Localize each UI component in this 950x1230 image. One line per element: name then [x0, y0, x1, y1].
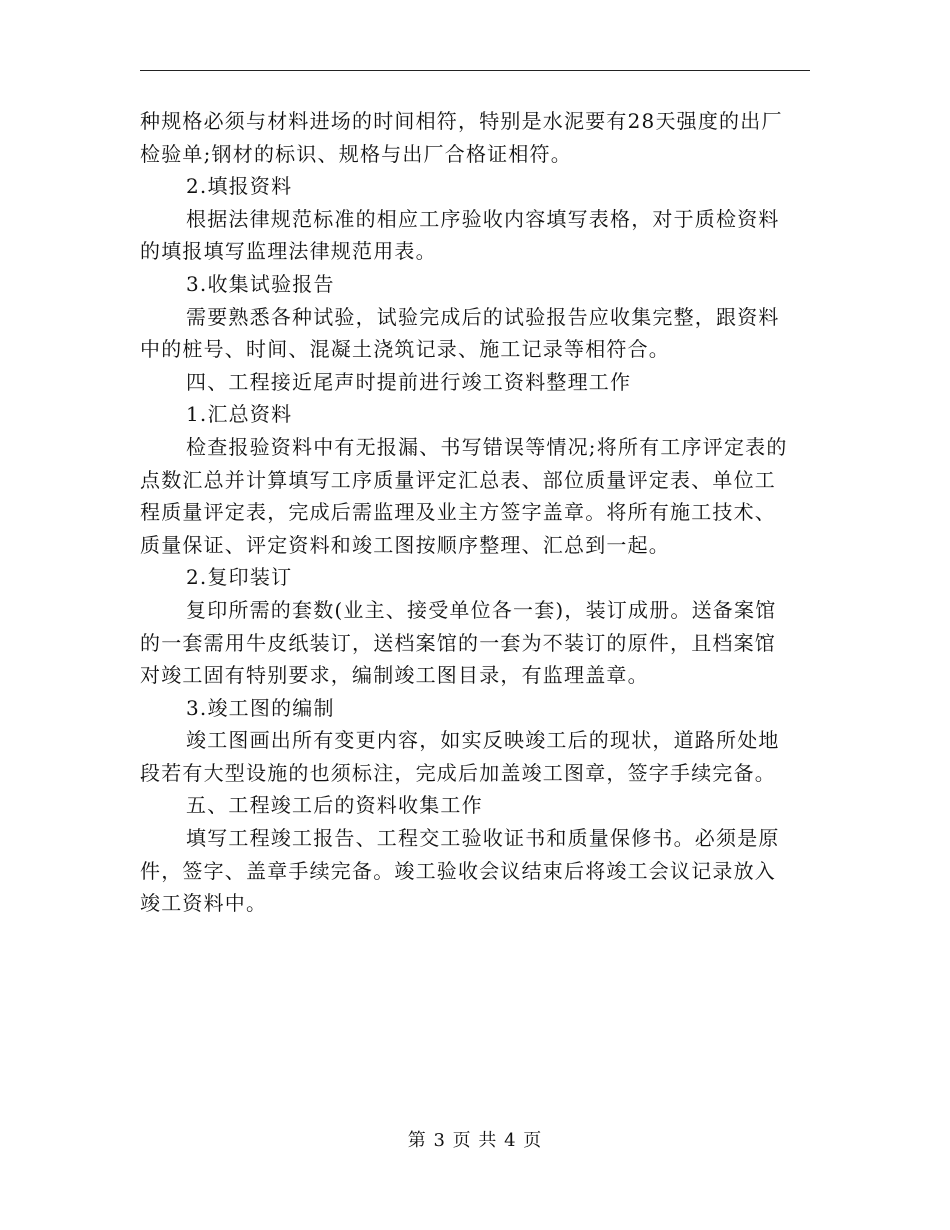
text-line: 种规格必须与材料进场的时间相符，特别是水泥要有28天强度的出厂: [140, 109, 783, 133]
text-line: 段若有大型设施的也须标注，完成后加盖竣工图章，签字手续完备。: [140, 760, 776, 785]
section-heading: 3.收集试验报告: [186, 271, 335, 296]
text-line: 复印所需的套数(业主、接受单位各一套)，装订成册。送备案馆: [186, 597, 777, 622]
header-rule: [140, 70, 810, 71]
text-line: 的一套需用牛皮纸装订，送档案馆的一套为不装订的原件，且档案馆: [140, 630, 776, 655]
text-line: 点数汇总并计算填写工序质量评定汇总表、部位质量评定表、单位工: [140, 467, 776, 492]
page-number-footer: 第 3 页 共 4 页: [407, 1130, 543, 1151]
text-line: 需要熟悉各种试验，试验完成后的试验报告应收集完整，跟资料: [186, 304, 780, 329]
text-line: 质量保证、评定资料和竣工图按顺序整理、汇总到一起。: [140, 532, 670, 557]
text-line: 件，签字、盖章手续完备。竣工验收会议结束后将竣工会议记录放入: [140, 858, 776, 883]
section-heading: 2.填报资料: [186, 174, 293, 199]
chapter-heading: 五、工程竣工后的资料收集工作: [186, 793, 483, 818]
text-line: 的填报填写监理法律规范用表。: [140, 239, 437, 264]
text-line: 程质量评定表，完成后需监理及业主方签字盖章。将所有施工技术、: [140, 500, 776, 525]
text-line: 检查报验资料中有无报漏、书写错误等情况;将所有工序评定表的: [186, 434, 788, 459]
text-line: 竣工图画出所有变更内容，如实反映竣工后的现状，道路所处地: [186, 728, 780, 753]
text-line: 填写工程竣工报告、工程交工验收证书和质量保修书。必须是原: [186, 826, 780, 851]
section-heading: 2.复印装订: [186, 565, 293, 590]
text-line: 根据法律规范标准的相应工序验收内容填写表格，对于质检资料: [186, 206, 780, 231]
text-line: 中的桩号、时间、混凝土浇筑记录、施工记录等相符合。: [140, 337, 670, 362]
section-heading: 3.竣工图的编制: [186, 695, 335, 720]
section-heading: 1.汇总资料: [186, 402, 293, 427]
chapter-heading: 四、工程接近尾声时提前进行竣工资料整理工作: [186, 369, 632, 394]
text-line: 对竣工固有特别要求，编制竣工图目录，有监理盖章。: [140, 663, 649, 688]
document-body: [140, 105, 810, 920]
text-line: 竣工资料中。: [140, 891, 268, 916]
text-line: 检验单;钢材的标识、规格与出厂合格证相符。: [140, 141, 572, 166]
